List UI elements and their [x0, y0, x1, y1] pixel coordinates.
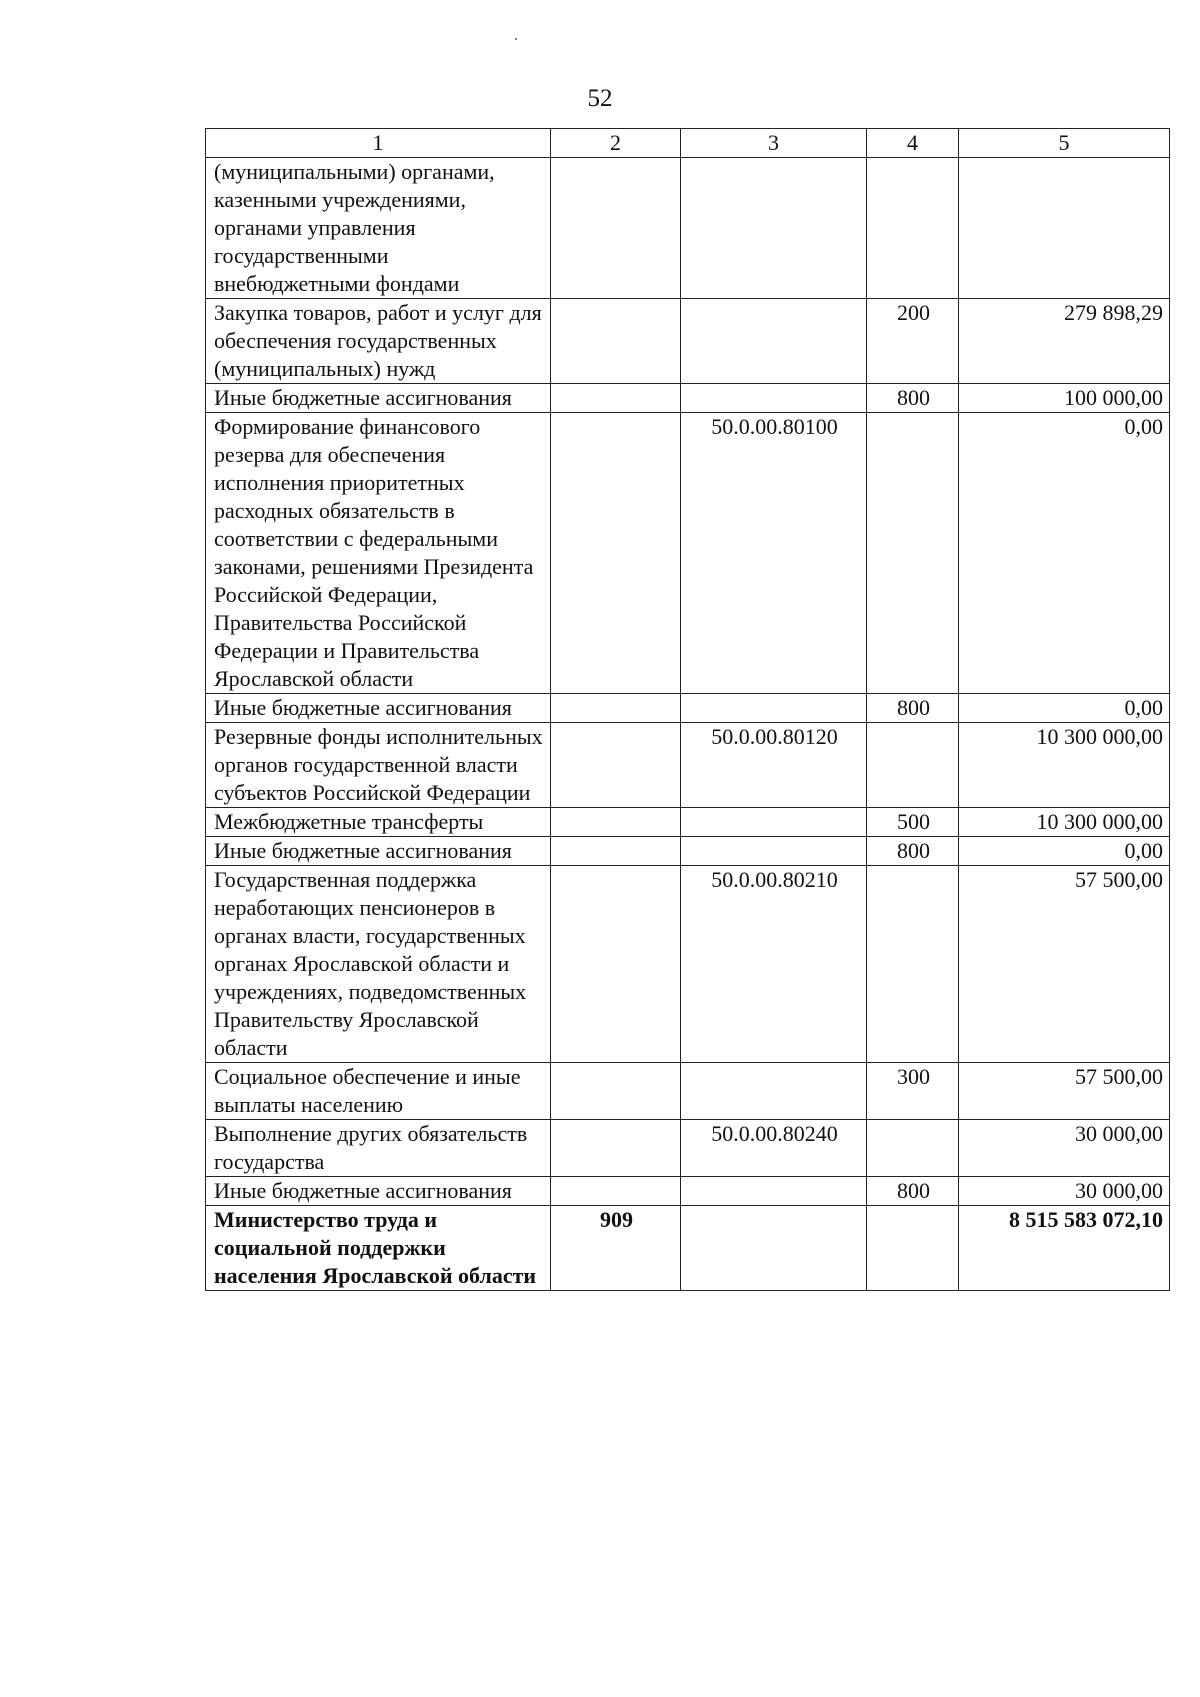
table-row [206, 1120, 1170, 1177]
cell-ministry-code [551, 299, 681, 384]
cell-name: Иные бюджетные ассигнования [206, 694, 551, 723]
cell-amount: 279 898,29 [959, 299, 1170, 384]
cell-expense-type: 800 [867, 1177, 959, 1206]
cell-target-code [681, 384, 867, 413]
cell-target-code [681, 1177, 867, 1206]
cell-ministry-code [551, 723, 681, 808]
cell-name: Закупка товаров, работ и услуг для обеспечения государственных (муниципальных) нужд [206, 299, 551, 384]
cell-name: Резервные фонды исполнительных органов государственной власти субъектов Российской Федерации [206, 723, 551, 808]
table-row [206, 837, 1170, 866]
cell-ministry-code [551, 837, 681, 866]
cell-ministry-code [551, 694, 681, 723]
cell-expense-type: 800 [867, 694, 959, 723]
cell-name: Межбюджетные трансферты [206, 808, 551, 837]
table-row [206, 384, 1170, 413]
cell-amount: 0,00 [959, 413, 1170, 694]
table-row [206, 413, 1170, 694]
cell-ministry-code [551, 1177, 681, 1206]
cell-name: Выполнение других обязательств государства [206, 1120, 551, 1177]
cell-ministry-code [551, 866, 681, 1063]
cell-expense-type [867, 723, 959, 808]
cell-amount: 57 500,00 [959, 1063, 1170, 1120]
cell-name: (муниципальными) органами, казенными учреждениями, органами управления государственными внебюджетными фондами [206, 158, 551, 299]
cell-ministry-code [551, 1120, 681, 1177]
cell-ministry-code [551, 413, 681, 694]
table-row [206, 1063, 1170, 1120]
table-row [206, 866, 1170, 1063]
cell-expense-type [867, 1120, 959, 1177]
cell-name: Социальное обеспечение и иные выплаты населению [206, 1063, 551, 1120]
cell-expense-type [867, 413, 959, 694]
budget-table [205, 128, 1170, 1291]
cell-amount: 8 515 583 072,10 [959, 1206, 1170, 1291]
table-row [206, 694, 1170, 723]
cell-name: Министерство труда и социальной поддержки населения Ярославской области [206, 1206, 551, 1291]
table-row [206, 1177, 1170, 1206]
cell-amount: 0,00 [959, 694, 1170, 723]
cell-amount: 0,00 [959, 837, 1170, 866]
cell-amount: 30 000,00 [959, 1177, 1170, 1206]
cell-amount: 10 300 000,00 [959, 723, 1170, 808]
cell-name: Формирование финансового резерва для обеспечения исполнения приоритетных расходных обязательств в соответствии с федеральными законами, решениями Президента Российской Федерации, Правительства Российской Федерации и Правительства Ярославской области [206, 413, 551, 694]
cell-expense-type: 800 [867, 384, 959, 413]
cell-amount [959, 158, 1170, 299]
header-col-3: 3 [681, 129, 867, 158]
cell-ministry-code [551, 1063, 681, 1120]
page-number: 52 [587, 85, 613, 112]
cell-ministry-code: 909 [551, 1206, 681, 1291]
cell-expense-type [867, 158, 959, 299]
cell-target-code: 50.0.00.80100 [681, 413, 867, 694]
cell-name: Иные бюджетные ассигнования [206, 384, 551, 413]
table-header [206, 129, 1170, 158]
cell-ministry-code [551, 384, 681, 413]
table-row [206, 723, 1170, 808]
cell-target-code [681, 1063, 867, 1120]
cell-amount: 10 300 000,00 [959, 808, 1170, 837]
cell-amount: 100 000,00 [959, 384, 1170, 413]
cell-expense-type: 300 [867, 1063, 959, 1120]
cell-target-code [681, 837, 867, 866]
header-row [206, 129, 1170, 158]
scan-speck [515, 38, 517, 40]
table-row [206, 158, 1170, 299]
cell-target-code [681, 808, 867, 837]
cell-ministry-code [551, 808, 681, 837]
cell-name: Иные бюджетные ассигнования [206, 1177, 551, 1206]
cell-expense-type: 800 [867, 837, 959, 866]
header-col-2: 2 [551, 129, 681, 158]
cell-name: Государственная поддержка неработающих пенсионеров в органах власти, государственных органах Ярославской области и учреждениях, подведомственных Правительству Ярославской области [206, 866, 551, 1063]
cell-target-code: 50.0.00.80240 [681, 1120, 867, 1177]
cell-target-code: 50.0.00.80210 [681, 866, 867, 1063]
cell-target-code [681, 1206, 867, 1291]
table-row [206, 299, 1170, 384]
cell-ministry-code [551, 158, 681, 299]
cell-expense-type [867, 1206, 959, 1291]
cell-name: Иные бюджетные ассигнования [206, 837, 551, 866]
table-body [206, 158, 1170, 1291]
header-col-5: 5 [959, 129, 1170, 158]
header-col-1: 1 [206, 129, 551, 158]
cell-amount: 57 500,00 [959, 866, 1170, 1063]
table-row [206, 1206, 1170, 1291]
cell-target-code [681, 694, 867, 723]
cell-expense-type: 200 [867, 299, 959, 384]
cell-amount: 30 000,00 [959, 1120, 1170, 1177]
table-row [206, 808, 1170, 837]
cell-expense-type [867, 866, 959, 1063]
cell-expense-type: 500 [867, 808, 959, 837]
cell-target-code [681, 299, 867, 384]
cell-target-code [681, 158, 867, 299]
header-col-4: 4 [867, 129, 959, 158]
cell-target-code: 50.0.00.80120 [681, 723, 867, 808]
